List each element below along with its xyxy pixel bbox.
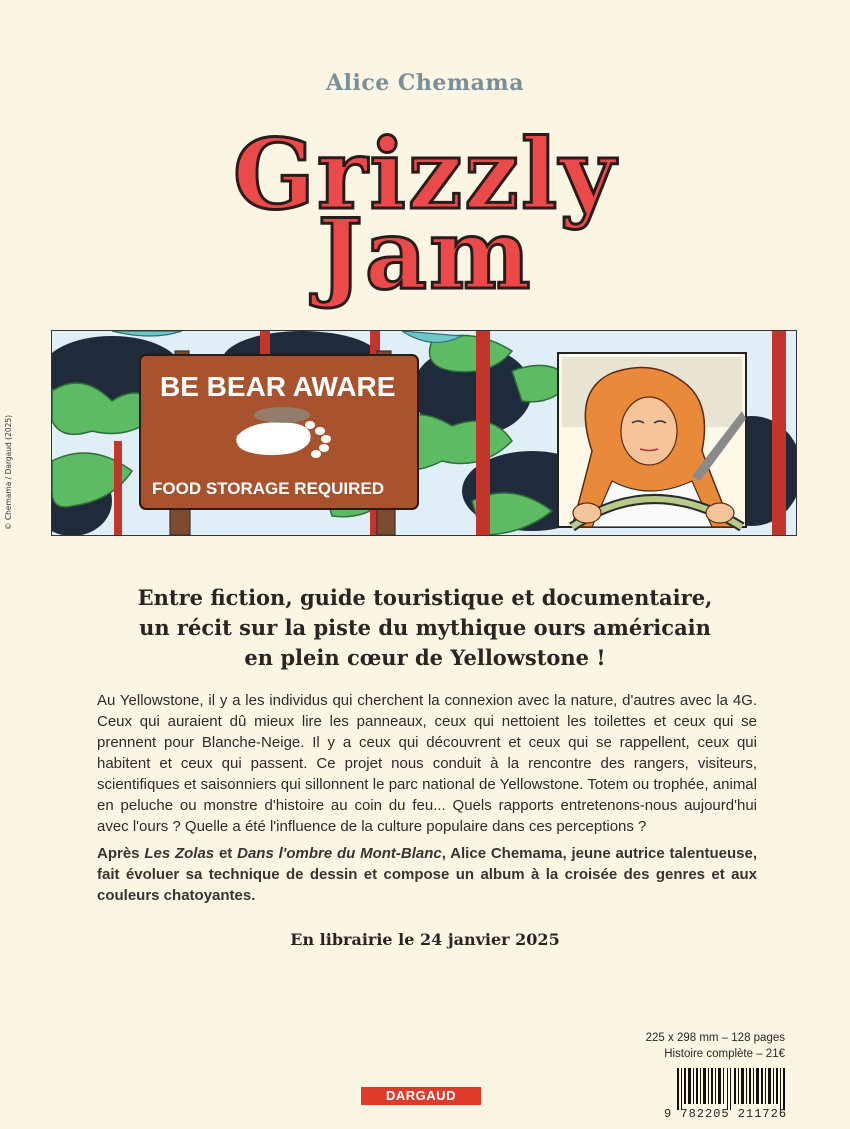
format-info: 225 x 298 mm – 128 pages (645, 1032, 785, 1044)
tagline-line-1: Entre fiction, guide touristique et documentaire, (137, 585, 713, 610)
author-name: Alice Chemama (326, 70, 524, 96)
book-title-line-1: Grizzly (232, 118, 618, 231)
book-title-line-2: Jam (317, 198, 533, 311)
p2-rest: , Alice Chemama, jeune autrice talentueuse, fait évoluer sa technique de dessin et compose un album à la croisée des genres et aux couleurs chatoyantes. (97, 845, 757, 904)
barcode-icon (677, 1068, 787, 1110)
tagline-line-3: en plein cœur de Yellowstone ! (244, 645, 606, 670)
release-date: En librairie le 24 janvier 2025 (290, 930, 560, 949)
illustration (52, 331, 796, 535)
book-ref-1: Les Zolas (144, 845, 215, 862)
p2-mid: et (214, 845, 238, 862)
p2-prefix: Après (97, 845, 145, 862)
sign-line-1: BE BEAR AWARE (160, 371, 396, 402)
synopsis-paragraph-1: Au Yellowstone, il y a les individus qui cherchent la connexion avec la nature, d'autres avec la 4G. Ceux qui auraient dû mieux lire les panneaux, ceux qui nettoient les toilettes et ceux qui se prennent pour Blanche-Neige. Il y a ceux qui découvrent et ceux qui se rappellent, ceux qui habitent et ceux qui passent. Ce projet nous conduit à la rencontre des rangers, visiteurs, scientifiques et saisonniers qui sillonnent le parc national de Yellowstone. Totem ou trophée, animal en peluche ou monstre d'histoire au coin du feu... Quels rapports entretenons-nous aujourd'hui avec l'ours ? Quelle a été l'influence de la culture populaire dans ces perceptions ? (97, 692, 757, 835)
book-ref-2: Dans l'ombre du Mont-Blanc (237, 845, 442, 862)
price-info: Histoire complète – 21€ (664, 1048, 785, 1060)
sign-line-2: FOOD STORAGE REQUIRED (152, 479, 385, 498)
synopsis-paragraph-2 (97, 843, 757, 906)
publisher-logo: DARGAUD (361, 1087, 481, 1105)
book-specs (646, 1030, 785, 1062)
tagline (0, 583, 850, 673)
copyright-credit: © Chemama / Dargaud (2025) (4, 414, 13, 530)
isbn-number: 9 782205 211726 (664, 1107, 788, 1121)
illustration-banner (51, 330, 797, 536)
synopsis (97, 690, 757, 912)
driver-panel (558, 353, 746, 527)
bear-sign (140, 355, 418, 509)
tagline-line-2: un récit sur la piste du mythique ours américain (139, 615, 711, 640)
